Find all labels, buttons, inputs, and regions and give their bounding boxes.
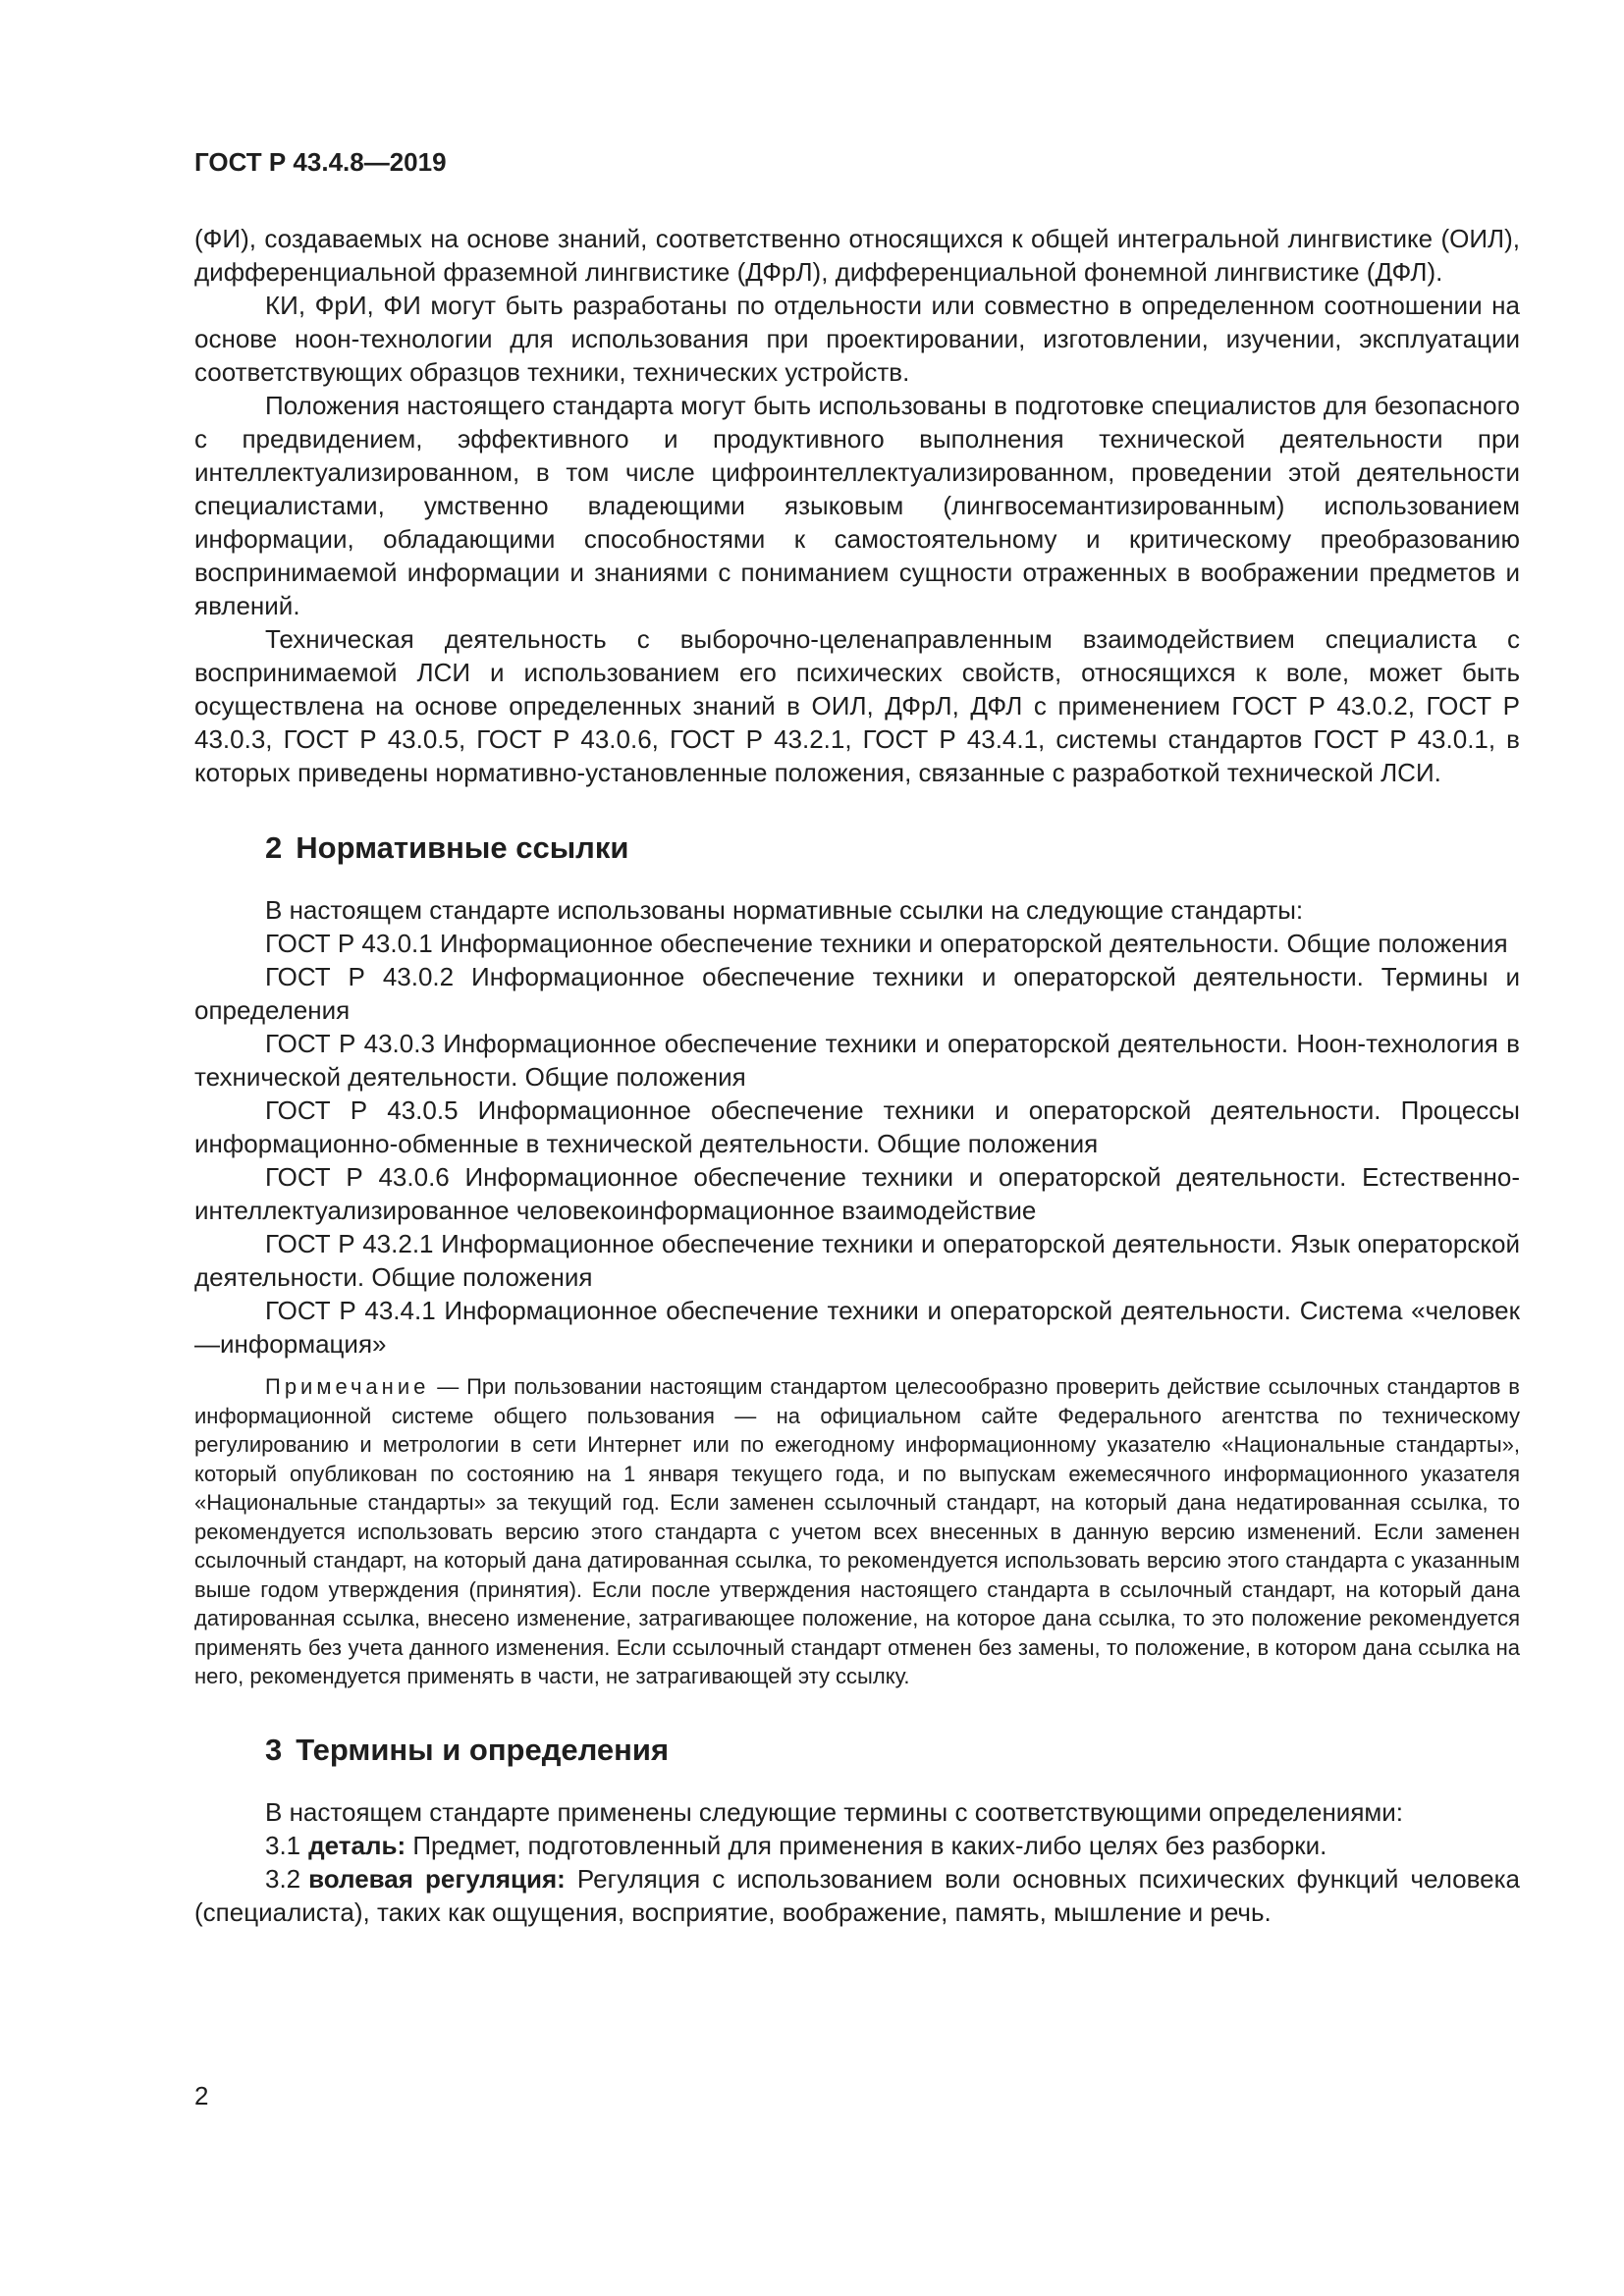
section-number: 2 [265,830,283,865]
section-heading-terms [265,1733,1520,1768]
term-definition: Предмет, подготовленный для применения в каких-либо целях без разборки. [406,1830,1327,1860]
section-title: Нормативные ссылки [296,830,629,865]
normative-references [194,893,1520,1691]
intro-paragraph: (ФИ), создаваемых на основе знаний, соответственно относящихся к общей интегральной лингвистике (ОИЛ), дифференциальной фраземной лингвистике (ДФрЛ), дифференциальной фонемной лингвистике (ДФЛ). [194,224,1520,287]
reference-item: ГОСТ Р 43.4.1 Информационное обеспечение техники и операторской деятельности. Система «человек—информация» [194,1296,1520,1359]
terms-lead: В настоящем стандарте применены следующие термины с соответствующими определениями: [265,1796,1404,1827]
intro-paragraph: Положения настоящего стандарта могут быть использованы в подготовке специалистов для безопасного с предвидением, эффективного и продуктивного выполнения технической деятельности при интеллектуализированном, в том числе цифроинтеллектуализированном, проведении этой деятельности специалистами, умственно владеющими языковым (лингвосемантизированным) использованием информации, обладающими способностями к самостоятельному и критическому преобразованию воспринимаемой информации и знаниями с пониманием сущности отраженных в воображении предметов и явлений. [194,391,1520,620]
note-paragraph [194,1372,1520,1691]
intro-text [194,222,1520,789]
intro-paragraph: КИ, ФрИ, ФИ могут быть разработаны по отдельности или совместно в определенном соотношении на основе ноон-технологии для использования при проектировании, изготовлении, изучении, эксплуатации соответствующих образцов техники, технических устройств. [194,291,1520,387]
term-name: деталь: [308,1830,406,1860]
term-definition: Регуляция с использованием воли основных психических функций человека (специалиста), таких как ощущения, восприятие, воображение, память, мышление и речь. [194,1863,1521,1927]
note-text: — При пользовании настоящим стандартом целесообразно проверить действие ссылочных стандартов в информационной системе общего пользования — на официальном сайте Федерального агентства по техническому регулированию и метрологии в сети Интернет или по ежегодному информационному указателю «Национальные стандарты», который опубликован по состоянию на 1 января текущего года, и по выпускам ежемесячного информационного указателя «Национальные стандарты» за текущий год. Если заменен ссылочный стандарт, на который дана недатированная ссылка, то рекомендуется использовать версию этого стандарта с учетом всех внесенных в данную версию изменений. Если заменен ссылочный стандарт, на который дана датированная ссылка, то рекомендуется использовать версию этого стандарта с указанным выше годом утверждения (принятия). Если после утверждения настоящего стандарта в ссылочный стандарт, на который дана датированная ссылка, внесено изменение, затрагивающее положение, на которое дана ссылка, то это положение рекомендуется применять без учета данного изменения. Если ссылочный стандарт отменен без замены, то положение, в котором дана ссылка на него, рекомендуется применять в части, не затрагивающей эту ссылку. [194,1374,1520,1688]
terms-and-definitions [194,1795,1520,1929]
section-title: Термины и определения [296,1732,670,1767]
reference-item: ГОСТ Р 43.0.6 Информационное обеспечение техники и операторской деятельности. Естественно-интеллектуализированное человекоинформационное взаимодействие [194,1162,1520,1225]
reference-item: ГОСТ Р 43.0.1 Информационное обеспечение техники и операторской деятельности. Общие положения [265,929,1508,958]
document-page [194,147,1520,1929]
term-number: 3.1 [265,1830,301,1860]
reference-item: ГОСТ Р 43.0.5 Информационное обеспечение техники и операторской деятельности. Процессы информационно-обменные в технической деятельности. Общие положения [194,1095,1520,1158]
document-header: ГОСТ Р 43.4.8—2019 [194,147,447,177]
references-lead: В настоящем стандарте использованы нормативные ссылки на следующие стандарты: [265,895,1304,925]
term-entry [194,1862,1520,1929]
reference-item: ГОСТ Р 43.0.2 Информационное обеспечение техники и операторской деятельности. Термины и определения [194,962,1520,1025]
reference-item: ГОСТ Р 43.0.3 Информационное обеспечение техники и операторской деятельности. Ноон-технология в технической деятельности. Общие положения [194,1029,1520,1092]
note-label: Примечание [265,1374,430,1399]
section-heading-normative-references [265,830,1520,866]
intro-paragraph: Техническая деятельность с выборочно-целенаправленным взаимодействием специалиста с воспринимаемой ЛСИ и использованием его психических свойств, относящихся к воле, может быть осуществлена на основе определенных знаний в ОИЛ, ДФрЛ, ДФЛ с применением ГОСТ Р 43.0.2, ГОСТ Р 43.0.3, ГОСТ Р 43.0.5, ГОСТ Р 43.0.6, ГОСТ Р 43.2.1, ГОСТ Р 43.4.1, системы стандартов ГОСТ Р 43.0.1, в которых приведены нормативно-установленные положения, связанные с разработкой технической ЛСИ. [194,624,1520,787]
term-number: 3.2 [265,1863,301,1894]
term-entry [194,1829,1520,1862]
reference-item: ГОСТ Р 43.2.1 Информационное обеспечение техники и операторской деятельности. Язык операторской деятельности. Общие положения [194,1229,1520,1292]
page-number: 2 [194,2081,209,2110]
section-number: 3 [265,1732,283,1767]
term-name: волевая регуляция: [308,1863,566,1894]
